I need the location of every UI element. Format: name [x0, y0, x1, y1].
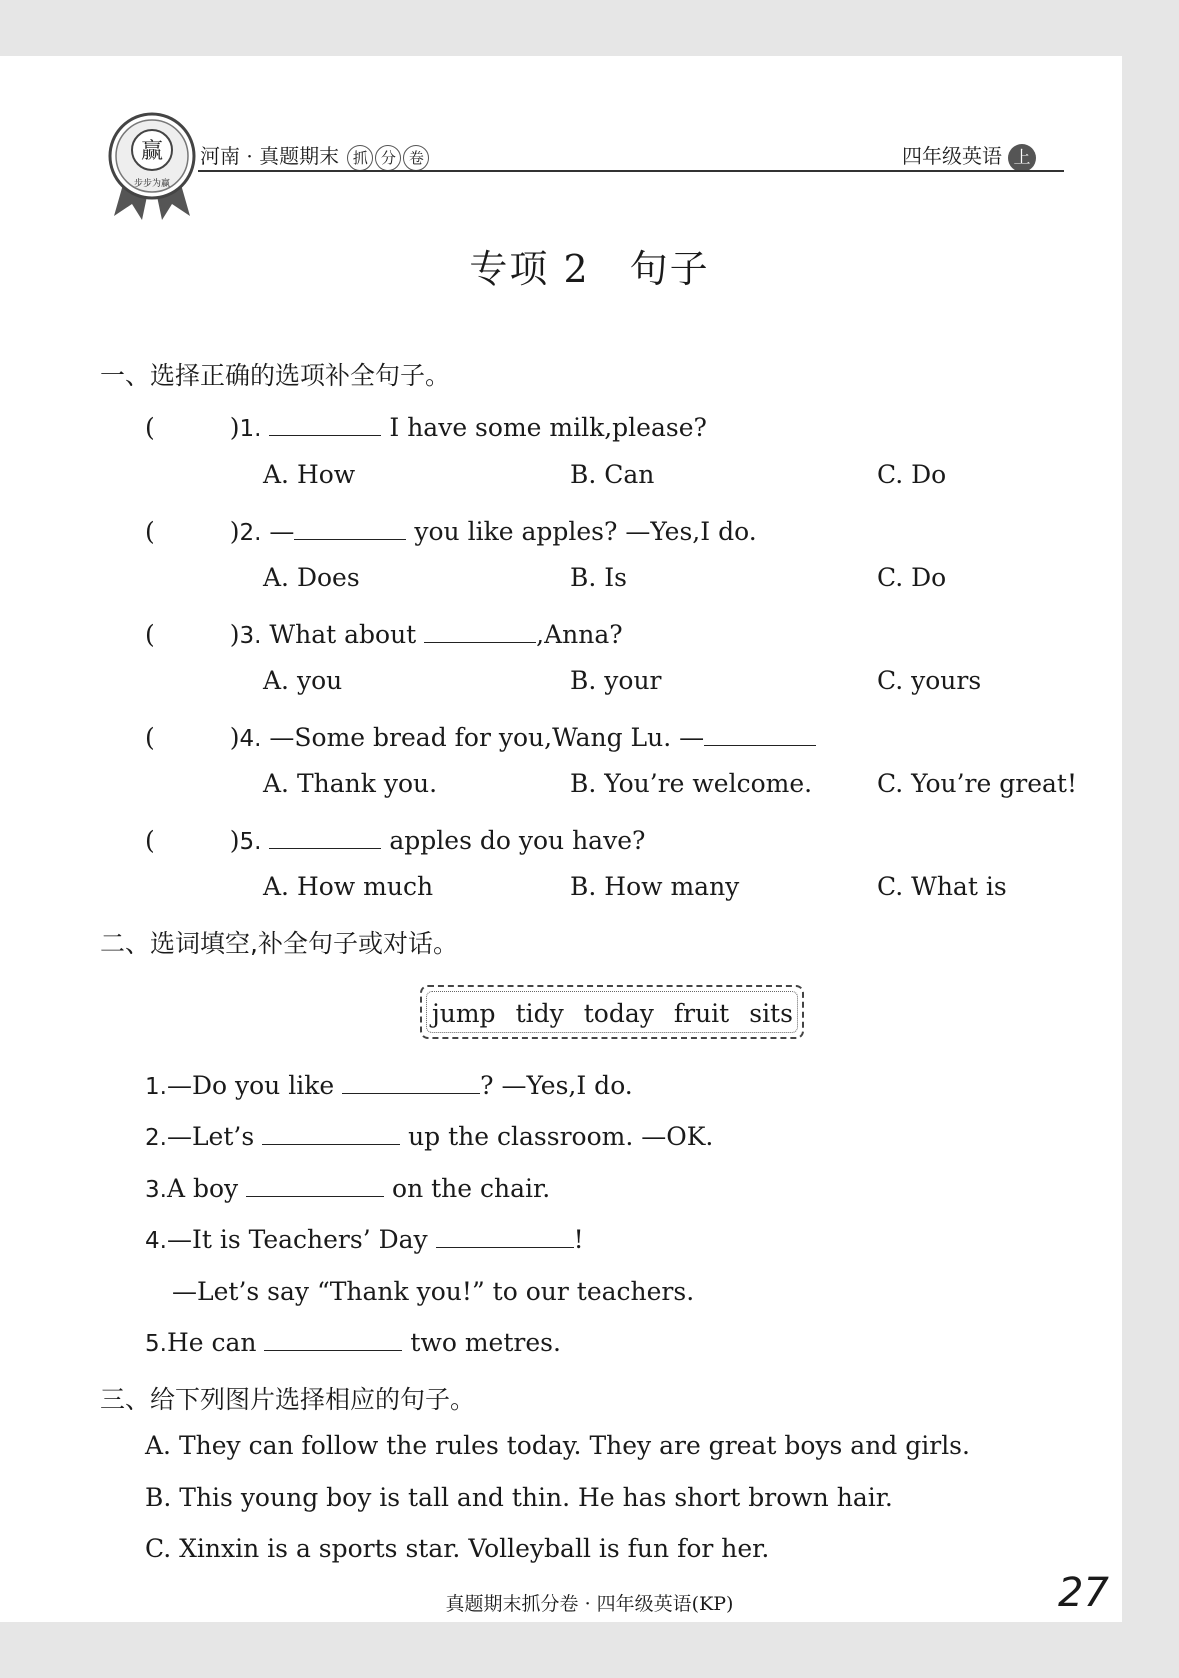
grade-subject-label: 四年级英语: [902, 144, 1002, 168]
question-row: ( )3. What about ,Anna?: [145, 620, 623, 649]
series-prefix: 河南 · 真题期末: [200, 144, 340, 168]
answer-blank[interactable]: [264, 1328, 402, 1351]
answer-blank[interactable]: [436, 1225, 574, 1248]
circled-char: 卷: [403, 145, 429, 171]
footer-text: 真题期末抓分卷 · 四年级英语(KP): [445, 1593, 734, 1615]
answer-bracket[interactable]: ( ): [145, 620, 240, 649]
fill-item: 2.—Let’s up the classroom. —OK.: [145, 1122, 714, 1151]
answer-blank[interactable]: [269, 826, 381, 849]
word-bank-item: tidy: [515, 999, 564, 1028]
page-number: 27: [1058, 1570, 1109, 1616]
question-row: ( )1. I have some milk,please?: [145, 413, 707, 442]
answer-blank[interactable]: [262, 1122, 400, 1145]
option-c[interactable]: C. Do: [877, 460, 947, 489]
option-a[interactable]: A. Does: [263, 563, 360, 592]
sentence-option: C. Xinxin is a sports star. Volleyball is fun for her.: [145, 1534, 770, 1563]
answer-bracket[interactable]: ( ): [145, 826, 240, 855]
fill-item: 5.He can two metres.: [145, 1328, 561, 1357]
option-c[interactable]: C. You’re great!: [877, 769, 1077, 798]
fill-item: 1.—Do you like ? —Yes,I do.: [145, 1071, 633, 1100]
badge-text: 步步为赢: [133, 179, 171, 189]
option-c[interactable]: C. yours: [877, 666, 982, 695]
answer-blank[interactable]: [424, 620, 536, 643]
grade-subject: [902, 140, 1036, 172]
option-b[interactable]: B. You’re welcome.: [570, 769, 813, 798]
header-rule: [198, 170, 1064, 172]
svg-text:赢: 赢: [140, 139, 164, 164]
answer-blank[interactable]: [704, 723, 816, 746]
fill-item: 4.—It is Teachers’ Day !: [145, 1225, 584, 1254]
circled-char: 分: [375, 145, 401, 171]
fill-item-continuation: —Let’s say “Thank you!” to our teachers.: [172, 1277, 695, 1306]
answer-bracket[interactable]: ( ): [145, 517, 240, 546]
word-bank-item: jump: [432, 999, 496, 1028]
answer-blank[interactable]: [294, 517, 406, 540]
word-bank-item: today: [583, 999, 654, 1028]
answer-blank[interactable]: [269, 413, 381, 436]
option-c[interactable]: C. Do: [877, 563, 947, 592]
brand-seal-logo: [108, 112, 196, 222]
question-row: ( )2. — you like apples? —Yes,I do.: [145, 517, 757, 546]
sentence-option: A. They can follow the rules today. They are great boys and girls.: [145, 1431, 970, 1460]
section-3-heading: 三、给下列图片选择相应的句子。: [100, 1385, 476, 1414]
option-b[interactable]: B. Can: [570, 460, 655, 489]
word-bank: [420, 985, 804, 1039]
section-2-heading: 二、选词填空,补全句子或对话。: [100, 929, 458, 958]
answer-blank[interactable]: [246, 1174, 384, 1197]
question-row: ( )5. apples do you have?: [145, 826, 646, 855]
option-a[interactable]: A. How much: [263, 872, 434, 901]
option-a[interactable]: A. Thank you.: [263, 769, 438, 798]
answer-bracket[interactable]: ( ): [145, 413, 240, 442]
series-title: [200, 140, 429, 171]
option-b[interactable]: B. your: [570, 666, 662, 695]
question-row: ( )4. —Some bread for you,Wang Lu. —: [145, 718, 816, 754]
word-bank-item: fruit: [673, 999, 730, 1028]
option-c[interactable]: C. What is: [877, 872, 1007, 901]
option-a[interactable]: A. you: [263, 666, 343, 695]
section-1-heading: 一、选择正确的选项补全句子。: [100, 361, 451, 390]
volume-badge: 上: [1008, 144, 1036, 172]
answer-blank[interactable]: [342, 1071, 480, 1094]
word-bank-item: sits: [749, 999, 793, 1028]
page-title: 专项 2 句子: [469, 247, 710, 291]
answer-bracket[interactable]: ( ): [145, 723, 240, 752]
option-a[interactable]: A. How: [263, 460, 356, 489]
fill-item: 3.A boy on the chair.: [145, 1174, 551, 1203]
circled-char: 抓: [347, 145, 373, 171]
option-b[interactable]: B. How many: [570, 872, 740, 901]
option-b[interactable]: B. Is: [570, 563, 627, 592]
sentence-option: B. This young boy is tall and thin. He has short brown hair.: [145, 1483, 893, 1512]
